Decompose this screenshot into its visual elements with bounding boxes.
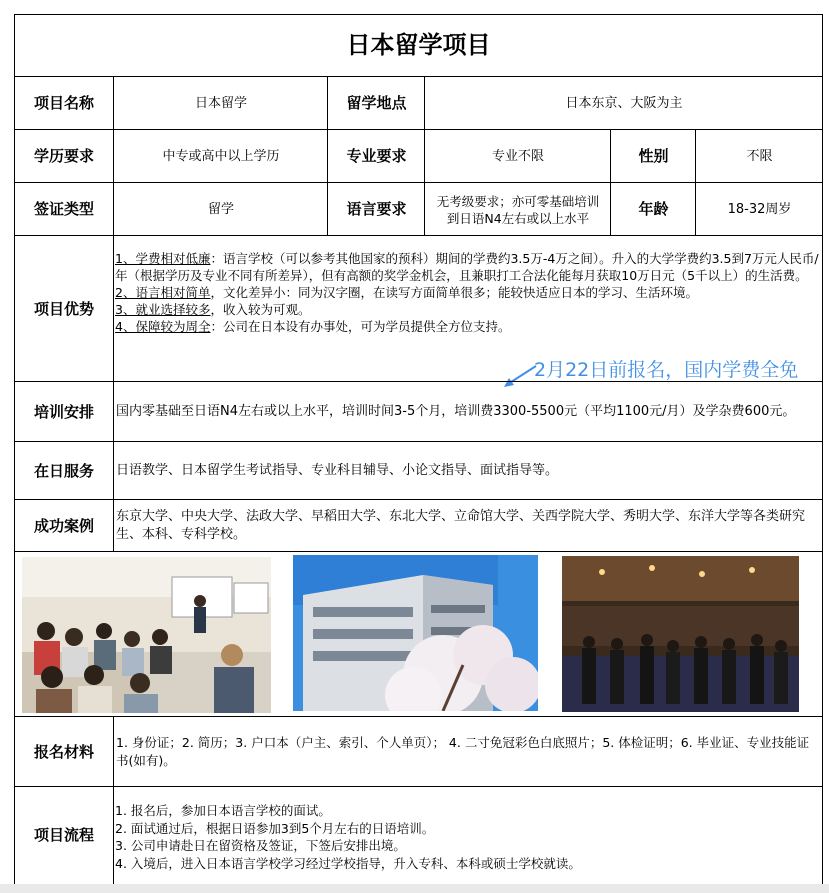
label-process: 项目流程 bbox=[33, 826, 94, 845]
label-project-name: 项目名称 bbox=[33, 94, 94, 113]
value-age: 18-32周岁 bbox=[727, 201, 792, 217]
advantage-2-head: 2、语言相对简单 bbox=[115, 285, 211, 300]
value-study-place: 日本东京、大阪为主 bbox=[565, 95, 683, 111]
classroom-photo bbox=[22, 557, 271, 713]
grid-line bbox=[113, 716, 114, 884]
label-visa: 签证类型 bbox=[33, 200, 94, 219]
grid-line bbox=[610, 129, 611, 236]
ceremony-hall-photo bbox=[562, 556, 799, 712]
value-cases: 东京大学、中央大学、法政大学、早稻田大学、东北大学、立命馆大学、关西学院大学、秀明大学、东洋大学等各类研究生、本科、专科学校。 bbox=[116, 509, 806, 542]
promo-note: 2月22日前报名，国内学费全免 bbox=[534, 359, 799, 381]
grid-line bbox=[695, 129, 696, 236]
label-major: 专业要求 bbox=[346, 147, 407, 166]
advantages-text bbox=[115, 250, 823, 335]
advantage-item-1 bbox=[115, 250, 823, 284]
grid-line bbox=[14, 551, 823, 552]
grid-line bbox=[14, 786, 823, 787]
advantage-4-body: ：公司在日本设有办事处，可为学员提供全方位支持。 bbox=[210, 319, 511, 334]
grid-line bbox=[14, 14, 15, 884]
grid-line bbox=[327, 76, 328, 236]
label-language: 语言要求 bbox=[346, 200, 407, 219]
value-major: 专业不限 bbox=[491, 148, 544, 164]
value-language-line2: 到日语N4左右或以上水平 bbox=[446, 210, 590, 226]
process-steps bbox=[115, 802, 815, 872]
value-materials: 1. 身份证；2. 简历；3. 户口本（户主、索引、个人单页）； 4. 二寸免冠彩色白底照片；5. 体检证明；6. 毕业证、专业技能证书(如有)。 bbox=[116, 735, 810, 768]
grid-line bbox=[14, 716, 823, 717]
grid-line bbox=[14, 499, 823, 500]
value-service: 日语教学、日本留学生考试指导、专业科目辅导、小论文指导、面试指导等。 bbox=[116, 463, 559, 479]
advantage-3-body: ，收入较为可观。 bbox=[210, 302, 311, 317]
grid-line bbox=[14, 441, 823, 442]
process-step-3: 3. 公司申请赴日在留资格及签证，下签后安排出境。 bbox=[115, 838, 406, 853]
label-education: 学历要求 bbox=[33, 147, 94, 166]
label-training: 培训安排 bbox=[33, 402, 94, 421]
value-gender: 不限 bbox=[746, 148, 773, 164]
advantage-1-body: ：语言学校（可以参考其他国家的预科）期间的学费约3.5万-4万之间）。升入的大学学费约3.5到7万元人民币/年（根据学历及专业不同有所差异），但有高额的奖学金机会，且兼职打工合法化能每月获取10万日元（5千以上）的生活费。 bbox=[115, 251, 819, 283]
grid-line bbox=[822, 14, 823, 884]
label-cases: 成功案例 bbox=[33, 516, 94, 535]
grid-line bbox=[14, 235, 823, 236]
value-education: 中专或高中以上学历 bbox=[162, 148, 280, 164]
grid-line bbox=[113, 76, 114, 552]
advantage-2-body: ，文化差异小：同为汉字圈，在读写方面简单很多；能较快适应日本的学习、生活环境。 bbox=[210, 285, 698, 300]
advantage-item-3 bbox=[115, 301, 823, 318]
advantage-item-2 bbox=[115, 284, 823, 301]
value-visa: 留学 bbox=[207, 201, 234, 217]
grid-line bbox=[14, 76, 823, 77]
advantage-4-head: 4、保障较为周全 bbox=[115, 319, 211, 334]
advantage-3-head: 3、就业选择较多 bbox=[115, 302, 211, 317]
school-building-cherry-blossom-photo bbox=[293, 555, 538, 711]
grid-line bbox=[14, 381, 823, 382]
label-materials: 报名材料 bbox=[33, 742, 94, 761]
process-step-4: 4. 入境后，进入日本语言学校学习经过学校指导，升入专科、本科或硕士学校就读。 bbox=[115, 855, 581, 871]
value-language bbox=[425, 183, 611, 236]
label-service: 在日服务 bbox=[33, 461, 94, 480]
grid-line bbox=[14, 182, 823, 183]
advantage-1-head: 1、学费相对低廉 bbox=[115, 251, 211, 266]
advantage-item-4 bbox=[115, 318, 823, 335]
process-step-2: 2. 面试通过后，根据日语参加3到5个月左右的日语培训。 bbox=[115, 820, 435, 836]
grid-line bbox=[14, 14, 823, 15]
document-title: 日本留学项目 bbox=[346, 30, 491, 59]
label-study-place: 留学地点 bbox=[346, 94, 407, 113]
label-age: 年龄 bbox=[638, 200, 669, 219]
value-project-name: 日本留学 bbox=[194, 95, 247, 111]
label-advantages: 项目优势 bbox=[33, 299, 94, 318]
label-gender: 性别 bbox=[638, 147, 669, 166]
grid-line bbox=[14, 129, 823, 130]
process-step-1: 1. 报名后，参加日本语言学校的面试。 bbox=[115, 803, 331, 818]
horizontal-scrollbar[interactable] bbox=[0, 884, 829, 893]
grid-line bbox=[424, 76, 425, 236]
value-training: 国内零基础至日语N4左右或以上水平，培训时间3-5个月，培训费3300-5500元（平均1100元/月）及学杂费600元。 bbox=[116, 404, 796, 420]
value-language-line1: 无考级要求；亦可零基础培训 bbox=[436, 193, 600, 209]
